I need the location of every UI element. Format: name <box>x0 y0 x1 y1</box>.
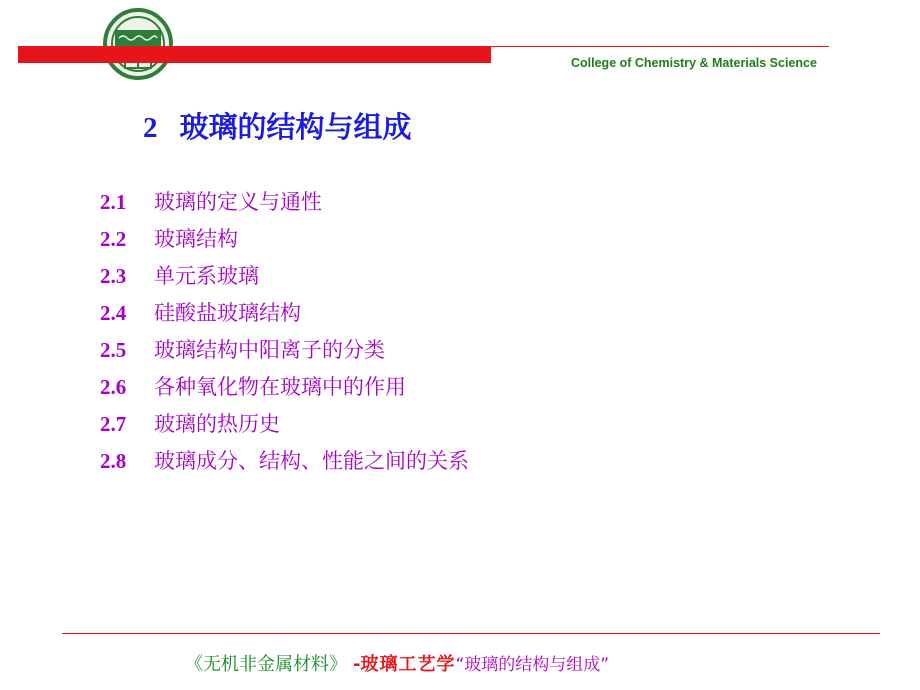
toc-text: 单元系玻璃 <box>154 264 259 288</box>
toc-item <box>100 333 469 370</box>
toc-number: 2.8 <box>100 449 127 473</box>
toc-number: 2.1 <box>100 190 127 214</box>
toc-item <box>100 370 469 407</box>
toc-item <box>100 185 469 222</box>
toc-text: 玻璃的热历史 <box>154 412 280 436</box>
toc-number: 2.5 <box>100 338 127 362</box>
toc-text: 玻璃的定义与通性 <box>154 190 322 214</box>
footer-topic: “玻璃的结构与组成” <box>455 655 610 675</box>
toc-number: 2.2 <box>100 227 127 251</box>
header-red-bar <box>18 46 491 63</box>
toc-number: 2.6 <box>100 375 127 399</box>
footer-course-name: 玻璃工艺学 <box>360 654 456 675</box>
footer-book-title: 《无机非金属材料》 <box>185 654 347 675</box>
university-seal-icon <box>103 8 173 80</box>
toc-item <box>100 222 469 259</box>
footer-divider <box>62 633 880 634</box>
toc-number: 2.3 <box>100 264 127 288</box>
toc-number: 2.4 <box>100 301 127 325</box>
toc-item <box>100 444 469 481</box>
header-divider <box>491 46 829 47</box>
toc-number: 2.7 <box>100 412 127 436</box>
footer <box>185 650 609 676</box>
toc-item <box>100 259 469 296</box>
toc-item <box>100 407 469 444</box>
toc-text: 玻璃结构中阳离子的分类 <box>154 338 385 362</box>
toc-text: 玻璃结构 <box>154 227 238 251</box>
toc-text: 各种氧化物在玻璃中的作用 <box>154 375 406 399</box>
slide-title <box>143 105 412 146</box>
college-name: College of Chemistry & Materials Science <box>571 56 817 70</box>
title-number: 2 <box>143 112 158 144</box>
toc-item <box>100 296 469 333</box>
toc-text: 玻璃成分、结构、性能之间的关系 <box>154 449 469 473</box>
title-text: 玻璃的结构与组成 <box>179 110 412 144</box>
footer-dash: - <box>353 654 361 675</box>
table-of-contents <box>100 185 469 481</box>
toc-text: 硅酸盐玻璃结构 <box>154 301 301 325</box>
